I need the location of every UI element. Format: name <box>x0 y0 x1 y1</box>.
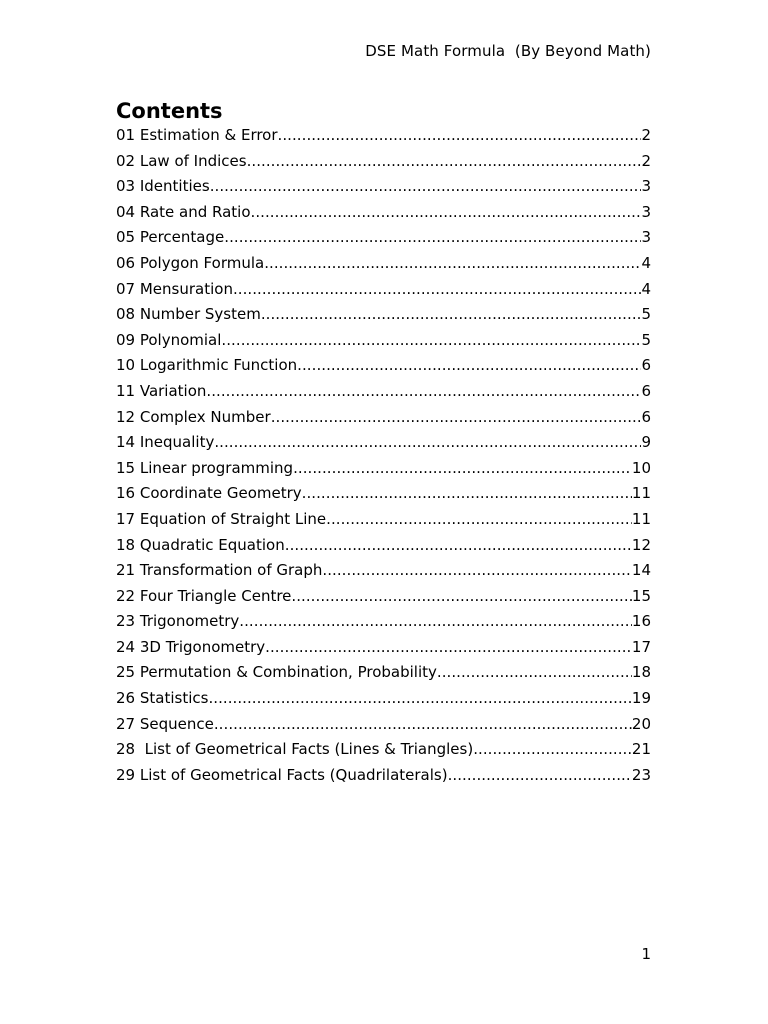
toc-entry[interactable] <box>116 328 651 354</box>
dot-leader <box>239 609 632 635</box>
toc-entry[interactable] <box>116 609 651 635</box>
toc-entry-page: 11 <box>631 509 651 528</box>
toc-entry-title: 27 Sequence <box>116 714 214 733</box>
toc-entry-title: 02 Law of Indices <box>116 151 247 170</box>
dot-leader <box>291 584 632 610</box>
toc-entry[interactable] <box>116 686 651 712</box>
toc-entry-title: 25 Permutation & Combination, Probability <box>116 663 437 682</box>
toc-entry-page: 15 <box>631 586 651 605</box>
toc-entry-title: 03 Identities <box>116 177 210 196</box>
toc-entry[interactable] <box>116 635 651 661</box>
dot-leader <box>326 507 632 533</box>
toc-entry-title: 18 Quadratic Equation <box>116 535 285 554</box>
toc-entry-page: 16 <box>631 612 651 631</box>
toc-entry-page: 12 <box>631 535 651 554</box>
toc-entry[interactable] <box>116 277 651 303</box>
toc-entry[interactable] <box>116 481 651 507</box>
toc-entry-title: 29 List of Geometrical Facts (Quadrilaterals) <box>116 765 448 784</box>
table-of-contents <box>116 123 651 788</box>
toc-entry[interactable] <box>116 558 651 584</box>
dot-leader <box>293 456 632 482</box>
toc-entry[interactable] <box>116 200 651 226</box>
toc-entry-page: 19 <box>631 689 651 708</box>
toc-entry[interactable] <box>116 379 651 405</box>
dot-leader <box>233 277 642 303</box>
toc-entry[interactable] <box>116 712 651 738</box>
toc-entry[interactable] <box>116 251 651 277</box>
toc-entry-title: 12 Complex Number <box>116 407 271 426</box>
toc-entry-page: 4 <box>641 279 651 298</box>
dot-leader <box>264 251 641 277</box>
dot-leader <box>265 635 632 661</box>
toc-entry-page: 5 <box>641 330 651 349</box>
dot-leader <box>210 174 642 200</box>
document-header: DSE Math Formula (By Beyond Math) <box>365 42 651 60</box>
toc-entry-title: 04 Rate and Ratio <box>116 202 251 221</box>
toc-entry-page: 6 <box>641 407 651 426</box>
toc-entry[interactable] <box>116 507 651 533</box>
toc-entry-title: 24 3D Trigonometry <box>116 637 266 656</box>
toc-entry-page: 5 <box>641 305 651 324</box>
page-number: 1 <box>641 945 651 963</box>
toc-entry-title: 14 Inequality <box>116 433 215 452</box>
toc-entry-title: 05 Percentage <box>116 228 225 247</box>
dot-leader <box>285 533 632 559</box>
toc-entry[interactable] <box>116 149 651 175</box>
toc-entry-page: 10 <box>631 458 651 477</box>
toc-entry-page: 6 <box>641 356 651 375</box>
toc-entry-page: 17 <box>631 637 651 656</box>
dot-leader <box>322 558 632 584</box>
toc-entry[interactable] <box>116 123 651 149</box>
toc-entry-title: 06 Polygon Formula <box>116 253 265 272</box>
dot-leader <box>247 149 642 175</box>
toc-entry-title: 17 Equation of Straight Line <box>116 509 327 528</box>
dot-leader <box>271 405 642 431</box>
toc-entry-title: 11 Variation <box>116 381 207 400</box>
toc-entry-page: 18 <box>631 663 651 682</box>
toc-entry-page: 23 <box>631 765 651 784</box>
dot-leader <box>302 481 632 507</box>
toc-entry[interactable] <box>116 225 651 251</box>
contents-heading: Contents <box>116 99 223 123</box>
toc-entry-title: 23 Trigonometry <box>116 612 240 631</box>
toc-entry-page: 2 <box>641 151 651 170</box>
dot-leader <box>448 763 632 789</box>
toc-entry[interactable] <box>116 174 651 200</box>
toc-entry[interactable] <box>116 584 651 610</box>
toc-entry-title: 22 Four Triangle Centre <box>116 586 292 605</box>
toc-entry[interactable] <box>116 533 651 559</box>
toc-entry-title: 21 Transformation of Graph <box>116 561 323 580</box>
dot-leader <box>261 302 642 328</box>
dot-leader <box>251 200 642 226</box>
toc-entry-page: 2 <box>641 126 651 144</box>
dot-leader <box>297 353 641 379</box>
toc-entry[interactable] <box>116 737 651 763</box>
dot-leader <box>224 225 641 251</box>
toc-entry-page: 11 <box>631 484 651 503</box>
toc-entry[interactable] <box>116 430 651 456</box>
toc-entry-page: 3 <box>641 202 651 221</box>
toc-entry[interactable] <box>116 302 651 328</box>
toc-entry[interactable] <box>116 660 651 686</box>
toc-entry-title: 07 Mensuration <box>116 279 233 298</box>
toc-entry[interactable] <box>116 405 651 431</box>
toc-entry-title: 15 Linear programming <box>116 458 294 477</box>
toc-entry[interactable] <box>116 456 651 482</box>
dot-leader <box>206 379 641 405</box>
dot-leader <box>278 123 642 149</box>
dot-leader <box>221 328 641 354</box>
toc-entry-title: 26 Statistics <box>116 689 209 708</box>
toc-entry-page: 3 <box>641 228 651 247</box>
dot-leader <box>214 712 632 738</box>
toc-entry-page: 21 <box>631 740 651 759</box>
dot-leader <box>208 686 631 712</box>
toc-entry-title: 28 List of Geometrical Facts (Lines & Triangles) <box>116 740 474 759</box>
toc-entry-page: 14 <box>631 561 651 580</box>
dot-leader <box>437 660 632 686</box>
toc-entry-page: 4 <box>641 253 651 272</box>
toc-entry[interactable] <box>116 353 651 379</box>
dot-leader <box>214 430 641 456</box>
toc-entry-title: 09 Polynomial <box>116 330 222 349</box>
toc-entry-title: 16 Coordinate Geometry <box>116 484 302 503</box>
toc-entry-title: 01 Estimation & Error <box>116 126 278 144</box>
toc-entry-title: 10 Logarithmic Function <box>116 356 298 375</box>
toc-entry-page: 9 <box>641 433 651 452</box>
toc-entry-page: 3 <box>641 177 651 196</box>
toc-entry[interactable] <box>116 763 651 789</box>
toc-entry-page: 6 <box>641 381 651 400</box>
toc-entry-page: 20 <box>631 714 651 733</box>
toc-entry-title: 08 Number System <box>116 305 261 324</box>
dot-leader <box>473 737 632 763</box>
